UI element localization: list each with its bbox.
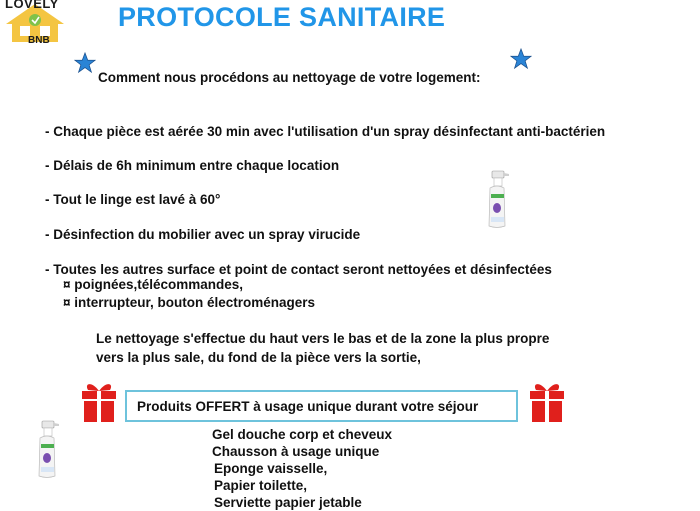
product-item: Gel douche corp et cheveux [212, 427, 393, 442]
logo-bottom-text: BNB [28, 35, 50, 46]
product-item: Serviette papier jetable [214, 495, 362, 510]
lovely-bnb-logo [0, 0, 70, 46]
cleaning-paragraph [96, 329, 549, 367]
paragraph-line: Le nettoyage s'effectue du haut vers le bas et de la zone la plus propre [96, 331, 550, 346]
paragraph-line: vers la plus sale, du fond de la pièce vers la sortie, [96, 350, 421, 365]
protocol-line: - Chaque pièce est aérée 30 min avec l'utilisation d'un spray désinfectant anti-bactérien [45, 124, 606, 139]
star-icon [510, 48, 532, 70]
gift-icon [80, 379, 118, 423]
spray-bottle-icon [34, 420, 60, 480]
sub-item: ¤ poignées,télécommandes, [63, 277, 244, 292]
spray-bottle-icon [484, 170, 510, 230]
intro-text: Comment nous procédons au nettoyage de votre logement: [98, 70, 481, 85]
sub-item: ¤ interrupteur, bouton électroménagers [63, 295, 316, 310]
product-item: Eponge vaisselle, [214, 461, 328, 476]
protocol-line: - Tout le linge est lavé à 60° [45, 192, 221, 207]
offer-text: Produits OFFERT à usage unique durant votre séjour [137, 399, 479, 414]
products-list [212, 426, 392, 511]
page-title: PROTOCOLE SANITAIRE [118, 2, 446, 32]
product-item: Chausson à usage unique [212, 444, 380, 459]
gift-icon [528, 379, 566, 423]
offer-banner [125, 390, 518, 422]
product-item: Papier toilette, [214, 478, 308, 493]
protocol-line: - Délais de 6h minimum entre chaque location [45, 158, 340, 173]
protocol-line: - Toutes les autres surface et point de contact seront nettoyées et désinfectées [45, 262, 552, 277]
protocol-line: - Désinfection du mobilier avec un spray virucide [45, 227, 361, 242]
star-icon [74, 52, 96, 74]
logo-top-text: LOVELY [5, 0, 59, 11]
